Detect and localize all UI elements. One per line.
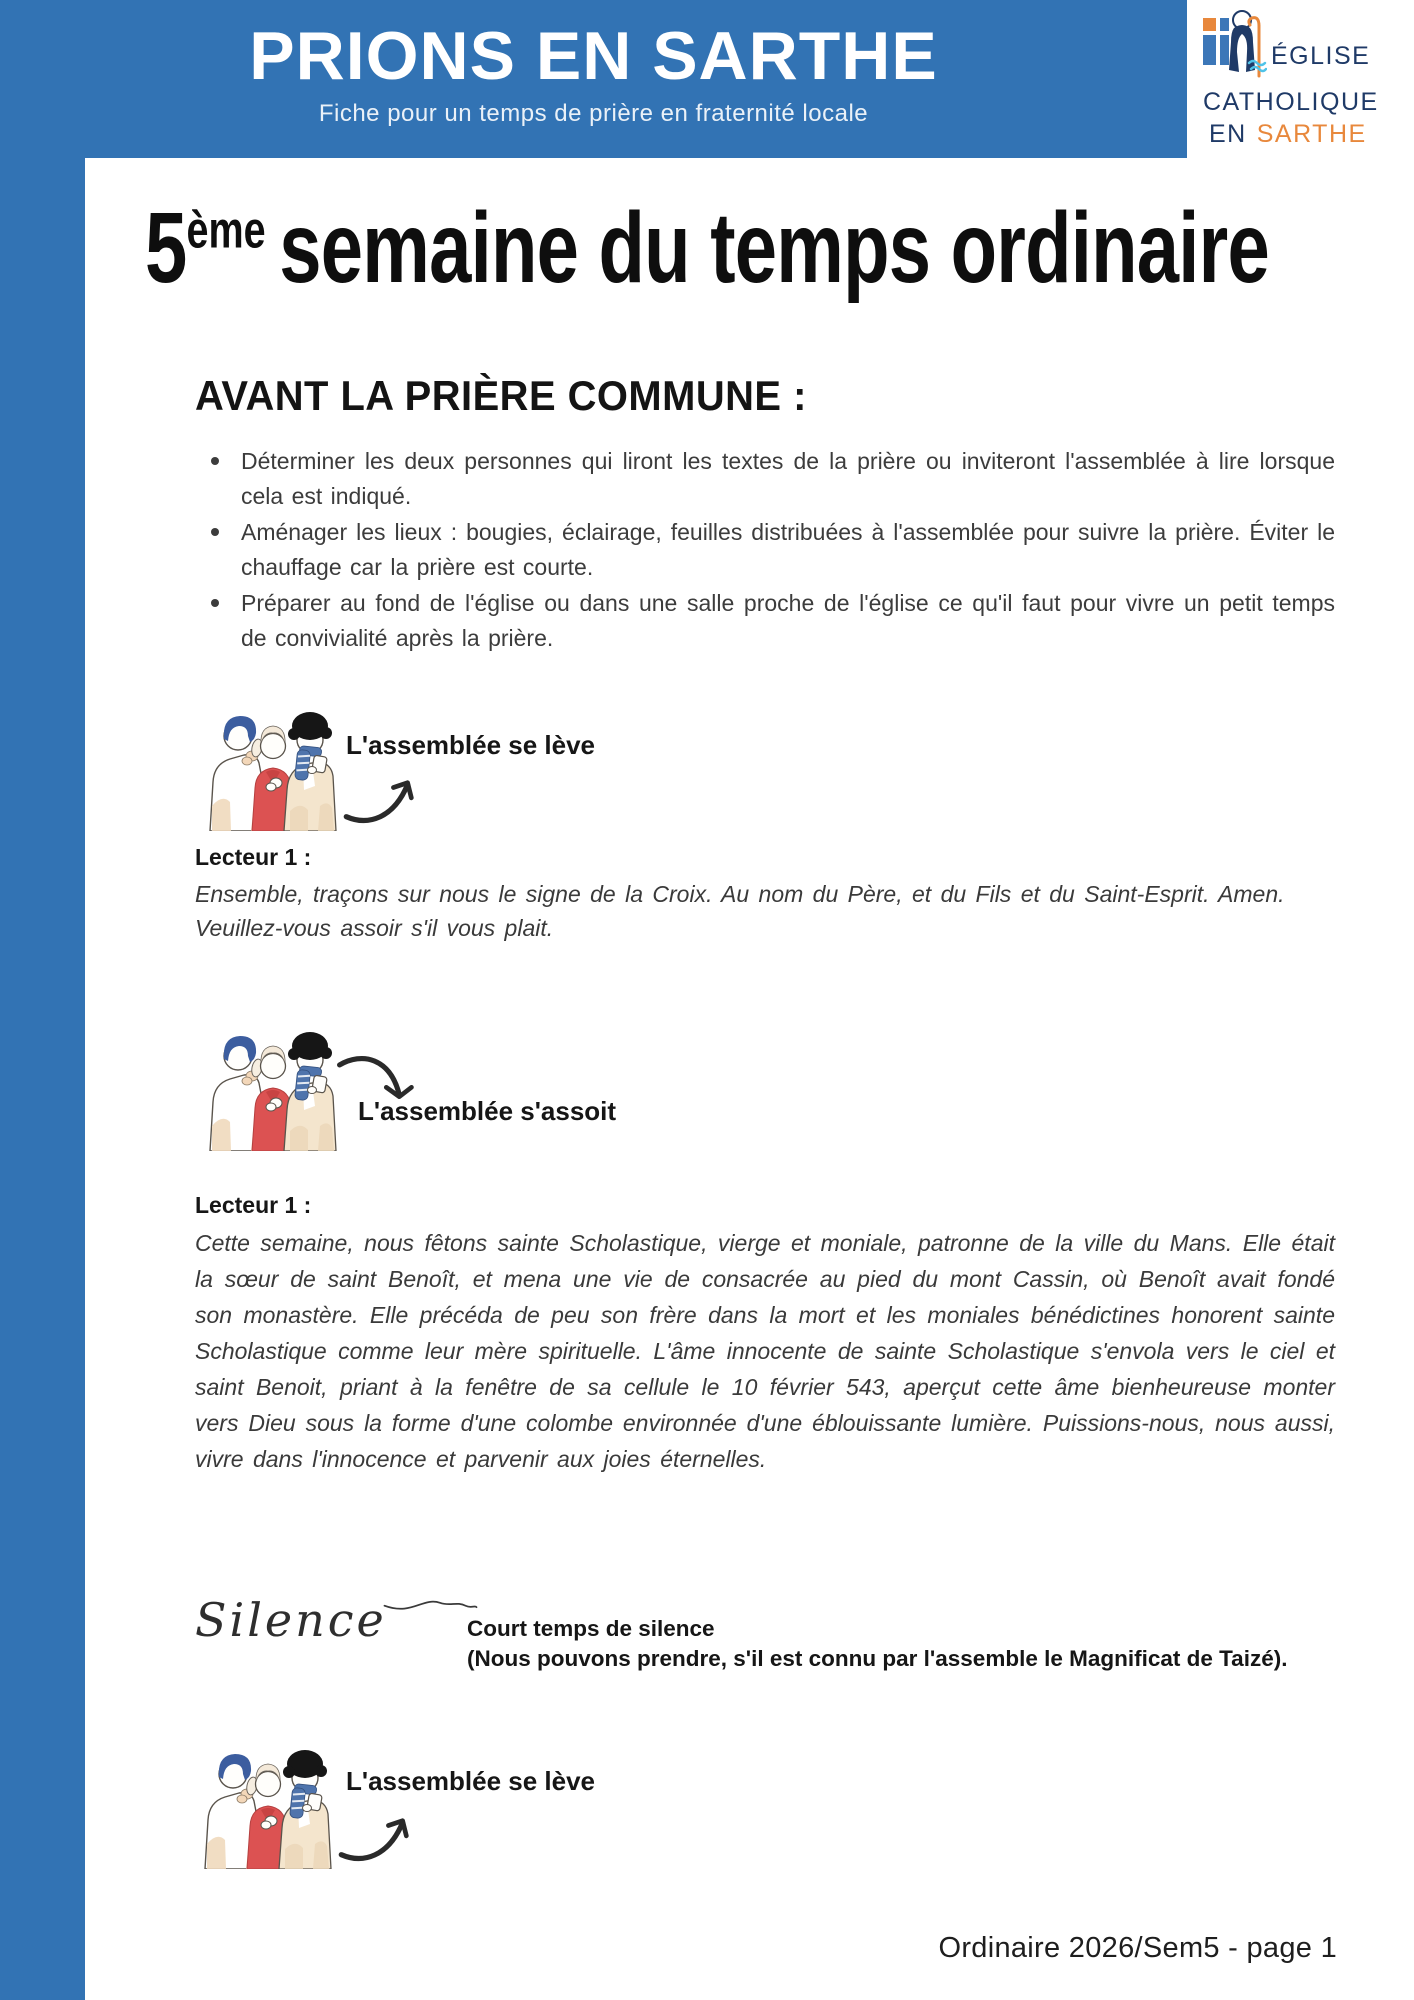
title-rest: semaine du temps ordinaire (279, 192, 1269, 304)
praying-people-illustration (200, 1026, 340, 1151)
curved-arrow-up-icon (333, 1800, 425, 1866)
reader-text: Cette semaine, nous fêtons sainte Scholastique, vierge et moniale, patronne de la ville du Mans. Elle était la sœur de saint Benoît, et mena une vie de consacrée au pied du mont Cassin, où Benoît avait fondé son monastère. Elle précéda de peu son frère dans la mort et les moniales bénédictines honorent sainte Scholastique comme leur mère spirituelle. L'âme innocente de sainte Scholastique s'envola vers le ciel et saint Benoit, priant à la fenêtre de sa cellule le 10 février 543, aperçut cette âme bienheureuse monter vers Dieu sous la forme d'une colombe environnée d'une éblouissante lumière. Puissions-nous, nous aussi, vivre dans l'innocence et parvenir aux joies éternelles. (195, 1230, 1335, 1472)
logo-word-catholique: CATHOLIQUE (1203, 88, 1379, 116)
logo-word-sarthe: SARTHE (1256, 120, 1367, 148)
praying-people-illustration (195, 1744, 335, 1869)
preparation-bullet-list (195, 444, 1335, 657)
reader-label: Lecteur 1 : (195, 1192, 312, 1218)
bullet-item: Préparer au fond de l'église ou dans une salle proche de l'église ce qu'il faut pour vivre un petit temps de convivialité après la prière. (195, 586, 1335, 655)
logo-panel (1187, 0, 1414, 158)
assembly-stands-block-2 (195, 1740, 845, 1880)
page-footer: Ordinaire 2026/Sem5 - page 1 (938, 1932, 1337, 1964)
logo-word-eglise: ÉGLISE (1271, 42, 1371, 70)
section-heading-avant-la-priere: AVANT LA PRIÈRE COMMUNE : (195, 372, 807, 419)
reader-text: Ensemble, traçons sur nous le signe de la Croix. Au nom du Père, et du Fils et du Saint-Esprit. Amen. (195, 881, 1285, 907)
assembly-action-label: L'assemblée s'assoit (358, 1096, 617, 1126)
assembly-action-label: L'assemblée se lève (346, 730, 596, 760)
assembly-stands-block-1 (200, 702, 850, 842)
page-title (145, 192, 1269, 304)
reader-label: Lecteur 1 : (195, 844, 312, 870)
bullet-item: Déterminer les deux personnes qui liront les textes de la prière ou inviteront l'assemblée à lire lorsque cela est indiqué. (195, 444, 1335, 513)
reader-text: Veuillez-vous assoir s'il vous plait. (195, 915, 554, 941)
assembly-action-label: L'assemblée se lève (346, 1766, 596, 1796)
silence-script-word: Silence (195, 1593, 387, 1647)
silence-block (195, 1588, 1340, 1688)
bullet-item: Aménager les lieux : bougies, éclairage, feuilles distribuées à l'assemblée pour suivre la prière. Éviter le chauffage car la prière est courte. (195, 515, 1335, 584)
logo-word-en-sarthe (1209, 120, 1367, 149)
silence-flourish (383, 1592, 478, 1618)
silence-line-1: Court temps de silence (467, 1616, 715, 1641)
app-title: PRIONS EN SARTHE (249, 18, 938, 94)
title-ordinal-suffix: ème (186, 201, 266, 260)
header-content (0, 0, 1187, 158)
curved-arrow-up-icon (338, 762, 430, 828)
assembly-sits-block (200, 1022, 850, 1162)
praying-people-illustration (200, 706, 340, 831)
silence-instructions (467, 1614, 1347, 1674)
logo-word-en: EN (1209, 120, 1247, 148)
header-subtitle: Fiche pour un temps de prière en fraternité locale (318, 100, 869, 127)
diocese-logo-icon (1201, 8, 1267, 86)
reader-block-1 (195, 844, 1335, 945)
title-week-number: 5 (145, 192, 187, 304)
reader-block-2 (195, 1192, 1335, 1477)
left-blue-strip (0, 0, 85, 2000)
silence-line-2: (Nous pouvons prendre, s'il est connu par l'assemble le Magnificat de Taizé). (467, 1646, 1288, 1671)
